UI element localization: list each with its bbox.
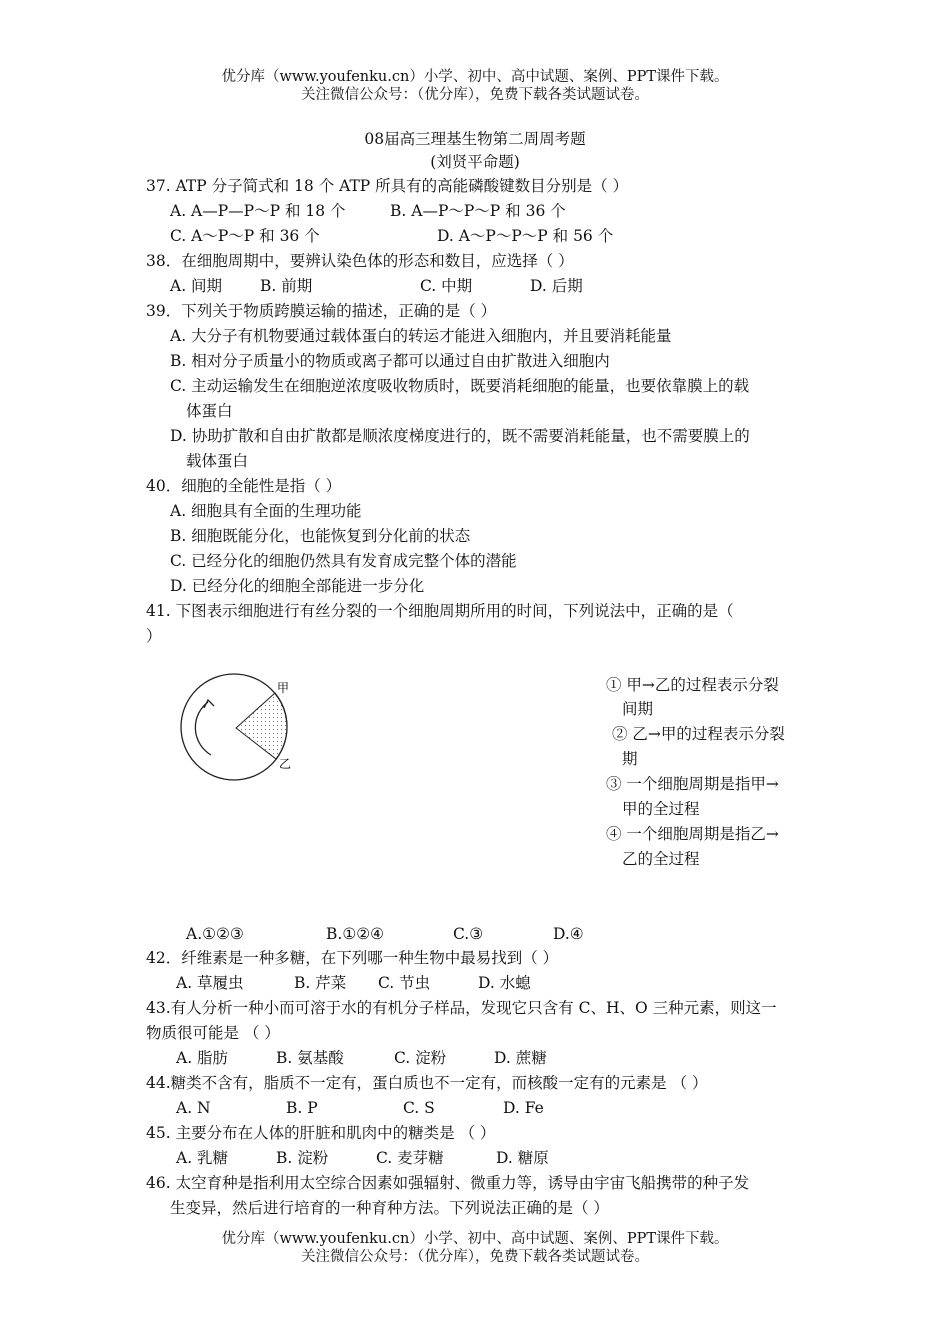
header-line-2: 关注微信公众号：（优分库），免费下载各类试题试卷。	[301, 87, 649, 103]
q42-option-c: C. 节虫	[378, 974, 431, 992]
q41-statement-4-line1: ④ 一个细胞周期是指乙→	[606, 825, 779, 843]
q38-option-c: C. 中期	[420, 277, 473, 295]
label-jia: 甲	[277, 681, 290, 695]
q42-option-a: A. 草履虫	[176, 974, 244, 992]
arrow-head	[204, 700, 214, 708]
q37-option-a: A. A—P—P～P 和 18 个	[170, 202, 346, 220]
q46-stem-line1: 46. 太空育种是指利用太空综合因素如强辐射、微重力等，诱导由宇宙飞船携带的种子发	[146, 1174, 750, 1192]
q41-statement-4-line2: 乙的全过程	[622, 850, 700, 868]
q44-option-a: A. N	[176, 1099, 211, 1117]
q38-stem: 38．在细胞周期中，要辨认染色体的形态和数目，应选择（ ）	[146, 252, 574, 270]
q41-stem-line2: ）	[146, 627, 162, 645]
q46-stem-line2: 生变异，然后进行培育的一种育种方法。下列说法正确的是（ ）	[170, 1199, 609, 1217]
q45-option-b: B. 淀粉	[276, 1149, 329, 1167]
q39-option-d-line2: 载体蛋白	[186, 452, 249, 470]
exam-author: (刘贤平命题)	[430, 153, 520, 171]
q44-option-c: C. S	[403, 1099, 435, 1117]
q41-statement-2-line1: ② 乙→甲的过程表示分裂	[612, 725, 785, 743]
q44-stem: 44.糖类不含有，脂质不一定有，蛋白质也不一定有，而核酸一定有的元素是 （ ）	[146, 1074, 708, 1092]
q44-option-b: B. P	[286, 1099, 318, 1117]
q43-stem-line2: 物质很可能是 （ ）	[146, 1024, 280, 1042]
q42-option-b: B. 芹菜	[294, 974, 347, 992]
cycle-direction-arrow	[195, 702, 211, 755]
q45-option-c: C. 麦芽糖	[376, 1149, 444, 1167]
q41-statement-2-line2: 期	[622, 750, 638, 768]
q41-statement-3-line2: 甲的全过程	[622, 800, 700, 818]
q43-option-d: D. 蔗糖	[494, 1049, 547, 1067]
q41-statement-1-line1: ① 甲→乙的过程表示分裂	[606, 676, 779, 694]
q39-option-d-line1: D. 协助扩散和自由扩散都是顺浓度梯度进行的，既不需要消耗能量，也不需要膜上的	[170, 427, 750, 445]
q42-option-d: D. 水螅	[478, 974, 531, 992]
q38-option-a: A. 间期	[170, 277, 223, 295]
q37-stem: 37. ATP 分子简式和 18 个 ATP 所具有的高能磷酸键数目分别是（ ）	[146, 177, 629, 195]
q43-option-b: B. 氨基酸	[276, 1049, 344, 1067]
q38-option-d: D. 后期	[530, 277, 583, 295]
q45-stem: 45. 主要分布在人体的肝脏和肌肉中的糖类是 （ ）	[146, 1124, 496, 1142]
footer-line-2: 关注微信公众号：（优分库），免费下载各类试题试卷。	[301, 1249, 649, 1265]
q41-option-a: A.①②③	[186, 925, 244, 943]
q40-stem: 40．细胞的全能性是指（ ）	[146, 477, 342, 495]
q40-option-b: B. 细胞既能分化，也能恢复到分化前的状态	[170, 527, 471, 545]
q38-option-b: B. 前期	[260, 277, 313, 295]
q41-stem-line1: 41. 下图表示细胞进行有丝分裂的一个细胞周期所用的时间，下列说法中，正确的是（	[146, 602, 734, 620]
q37-option-d: D. A～P～P～P 和 56 个	[437, 227, 614, 245]
q41-statement-1-line2: 间期	[622, 700, 654, 718]
q42-stem: 42．纤维素是一种多糖，在下列哪一种生物中最易找到（ ）	[146, 949, 559, 967]
q39-option-b: B. 相对分子质量小的物质或离子都可以通过自由扩散进入细胞内	[170, 352, 610, 370]
q40-option-d: D. 已经分化的细胞全部能进一步分化	[170, 577, 425, 595]
q43-option-a: A. 脂肪	[176, 1049, 229, 1067]
division-sector	[236, 693, 287, 759]
q43-option-c: C. 淀粉	[394, 1049, 447, 1067]
footer-line-1: 优分库（www.youfenku.cn）小学、初中、高中试题、案例、PPT课件下载。	[221, 1231, 729, 1247]
q37-option-b: B. A—P～P～P 和 36 个	[390, 202, 566, 220]
q41-statement-3-line1: ③ 一个细胞周期是指甲→	[606, 775, 779, 793]
q45-option-a: A. 乳糖	[176, 1149, 229, 1167]
q44-option-d: D. Fe	[503, 1099, 544, 1117]
q41-option-d: D.④	[553, 925, 584, 943]
q40-option-c: C. 已经分化的细胞仍然具有发育成完整个体的潜能	[170, 552, 517, 570]
exam-title: 08届高三理基生物第二周周考题	[364, 130, 586, 148]
q41-option-c: C.③	[453, 925, 484, 943]
cell-cycle-diagram	[176, 672, 306, 782]
q41-option-b: B.①②④	[326, 925, 385, 943]
q39-option-a: A. 大分子有机物要通过载体蛋白的转运才能进入细胞内，并且要消耗能量	[170, 327, 672, 345]
q39-option-c-line2: 体蛋白	[186, 402, 233, 420]
q39-option-c-line1: C. 主动运输发生在细胞逆浓度吸收物质时，既要消耗细胞的能量，也要依靠膜上的载	[170, 377, 750, 395]
label-yi: 乙	[279, 757, 292, 771]
header-line-1: 优分库（www.youfenku.cn）小学、初中、高中试题、案例、PPT课件下载。	[221, 69, 729, 85]
q37-option-c: C. A～P～P 和 36 个	[170, 227, 320, 245]
q39-stem: 39．下列关于物质跨膜运输的描述，正确的是（ ）	[146, 302, 497, 320]
q40-option-a: A. 细胞具有全面的生理功能	[170, 502, 362, 520]
q43-stem-line1: 43.有人分析一种小而可溶于水的有机分子样品，发现它只含有 C、H、O 三种元素，则这一	[146, 999, 777, 1017]
q45-option-d: D. 糖原	[496, 1149, 549, 1167]
